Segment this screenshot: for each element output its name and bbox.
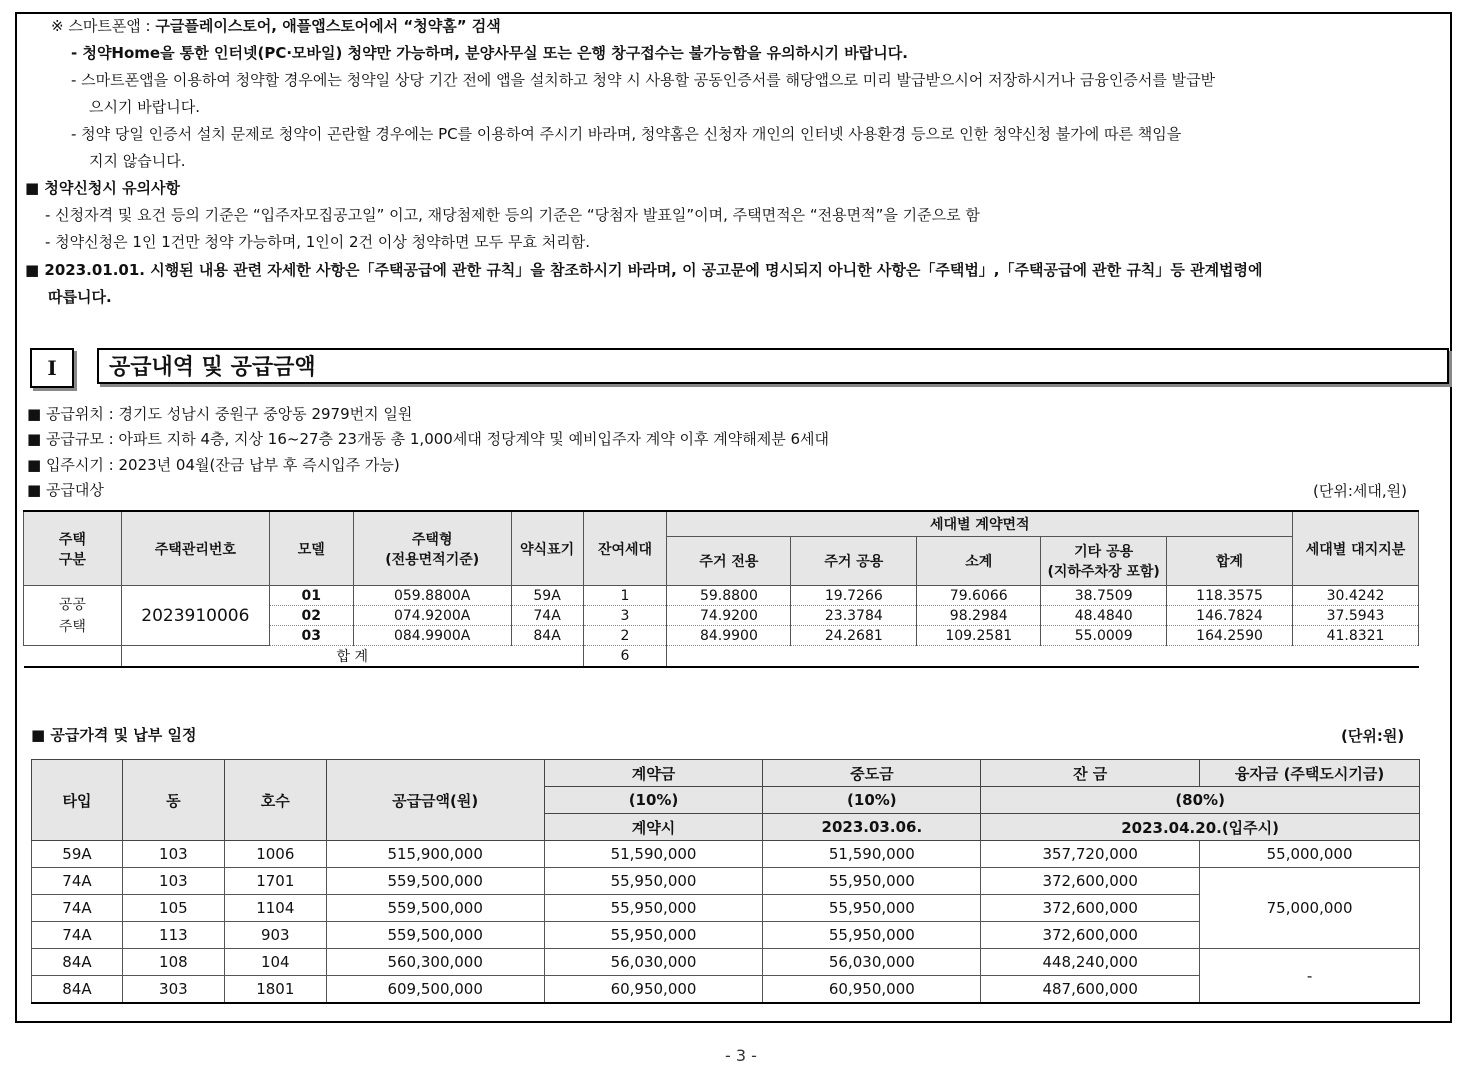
hdr-a4-1: 기타 공용 [1074,544,1134,560]
cell-p-balance: 487,600,000 [981,976,1200,1004]
hdr-short: 약식표기 [511,511,583,586]
cell-p-dong: 103 [122,868,224,895]
cell-p-balance: 448,240,000 [981,949,1200,976]
cell-a3: 79.6066 [917,586,1041,606]
hdr-area-group: 세대별 계약면적 [667,511,1293,537]
section-heading [30,348,1453,388]
cell-p-middle: 55,950,000 [763,895,981,922]
hdr-a2: 주거 공용 [791,537,917,586]
cell-a4: 55.0009 [1041,626,1167,646]
hdr-a1: 주거 전용 [667,537,791,586]
page-number: - 3 - [725,1046,757,1065]
cell-p-dong: 103 [122,841,224,868]
cell-p-ho: 903 [224,922,326,949]
caution-heading: ■ 청약신청시 유의사항 [25,179,181,197]
hdr-htype-2: (전용면적기준) [385,551,480,568]
caution-1: - 신청자격 및 요건 등의 기준은 “입주자모집공고일” 이고, 재당첨제한 등의 기준은 “당첨자 발표일”이며, 주택면적은 “전용면적”을 기준으로 함 [45,206,980,224]
total-label: 합 계 [121,646,583,668]
cell-p-contract: 51,590,000 [544,841,763,868]
hdr-a3: 소계 [917,537,1041,586]
cell-p-amount: 559,500,000 [326,895,544,922]
cell-p-middle: 60,950,000 [763,976,981,1004]
note-2a: - 스마트폰앱을 이용하여 청약할 경우에는 청약일 상당 기간 전에 앱을 설치하고 청약 시 사용할 공동인증서를 해당앱으로 미리 발급받으시어 저장하시거나 금융인증서를 발급받 [71,71,1216,89]
hdr-p-balance-pct: (80%) [981,787,1420,814]
cell-a1: 59.8800 [667,586,791,606]
note-2b: 으시기 바랍니다. [89,98,200,116]
cell-p-middle: 51,590,000 [763,841,981,868]
table-row [32,868,1420,895]
cell-remain: 2 [583,626,667,646]
cell-land: 30.4242 [1293,586,1419,606]
note-smartphone-prefix: ※ 스마트폰앱 : [51,17,156,35]
cell-p-balance: 372,600,000 [981,922,1200,949]
supply-table [23,510,1419,668]
cell-p-ho: 104 [224,949,326,976]
document-page [15,12,1452,1023]
hdr-p-balance-when: 2023.04.20.(입주시) [981,814,1420,841]
cell-p-contract: 55,950,000 [544,922,763,949]
cell-a1: 84.9900 [667,626,791,646]
caution-2: - 청약신청은 1인 1건만 청약 가능하며, 1인이 2건 이상 청약하면 모두 무효 처리함. [45,233,591,251]
cell-p-type: 74A [32,922,123,949]
table-row [24,586,1419,606]
cell-p-amount: 515,900,000 [326,841,544,868]
table-row [32,841,1420,868]
cell-p-loan: - [1200,949,1420,1004]
cell-a5: 146.7824 [1167,606,1293,626]
cell-p-middle: 55,950,000 [763,868,981,895]
supply-header-row-1 [24,511,1419,537]
note-smartphone [51,16,501,36]
note-3b: 지지 않습니다. [89,152,186,170]
total-row [24,646,1419,668]
cell-p-amount: 559,500,000 [326,922,544,949]
note-3a: - 청약 당일 인증서 설치 문제로 청약이 곤란할 경우에는 PC를 이용하여 주시기 바라며, 청약홈은 신청자 개인의 인터넷 사용환경 등으로 인한 청약신청 불가에 따른 책임을 [71,125,1182,143]
info-location: ■ 공급위치 : 경기도 성남시 중원구 중앙동 2979번지 일원 [27,405,413,423]
cell-p-dong: 108 [122,949,224,976]
section-number: I [30,348,74,388]
cell-p-type: 84A [32,976,123,1004]
cell-p-amount: 559,500,000 [326,868,544,895]
hdr-p-balance: 잔 금 [981,760,1200,787]
cell-p-loan: 55,000,000 [1200,841,1420,868]
cell-remain: 3 [583,606,667,626]
hdr-htype-1: 주택형 [411,531,453,548]
group-label [24,586,122,646]
cell-p-type: 84A [32,949,123,976]
cell-p-contract: 60,950,000 [544,976,763,1004]
cell-a2: 24.2681 [791,626,917,646]
note-smartphone-strong: 구글플레이스토어, 애플앱스토어에서 “청약홈” 검색 [155,17,501,35]
price-header-row-1 [32,760,1420,787]
cell-p-contract: 55,950,000 [544,868,763,895]
cell-short: 84A [511,626,583,646]
cell-p-contract: 55,950,000 [544,895,763,922]
hdr-p-ho: 호수 [224,760,326,841]
cell-p-type: 74A [32,895,123,922]
group-label-2: 주택 [58,618,86,635]
rule-b: 따릅니다. [48,288,112,306]
hdr-a5: 합계 [1167,537,1293,586]
cell-p-ho: 1104 [224,895,326,922]
table-row [32,949,1420,976]
cell-p-middle: 55,950,000 [763,922,981,949]
cell-p-contract: 56,030,000 [544,949,763,976]
hdr-code: 주택관리번호 [121,511,269,586]
cell-p-ho: 1006 [224,841,326,868]
cell-model: 01 [269,586,353,606]
total-value: 6 [583,646,667,668]
cell-p-dong: 113 [122,922,224,949]
cell-land: 41.8321 [1293,626,1419,646]
unit-label-1: (단위:세대,원) [1313,482,1407,500]
cell-p-ho: 1801 [224,976,326,1004]
hdr-remain: 잔여세대 [583,511,667,586]
hdr-a4 [1041,537,1167,586]
hdr-p-contract-when: 계약시 [544,814,763,841]
cell-p-ho: 1701 [224,868,326,895]
hdr-p-contract: 계약금 [544,760,763,787]
cell-remain: 1 [583,586,667,606]
hdr-p-middle-when: 2023.03.06. [763,814,981,841]
hdr-p-middle: 중도금 [763,760,981,787]
section-title: 공급내역 및 공급금액 [97,348,1449,384]
cell-model: 03 [269,626,353,646]
cell-a1: 74.9200 [667,606,791,626]
cell-htype: 074.9200A [353,606,511,626]
cell-a3: 109.2581 [917,626,1041,646]
info-scale: ■ 공급규모 : 아파트 지하 4층, 지상 16~27층 23개동 총 1,000세대 정당계약 및 예비입주자 계약 이후 계약해제분 6세대 [27,430,830,448]
hdr-model: 모델 [269,511,353,586]
cell-short: 74A [511,606,583,626]
hdr-type-1: 주택 [58,531,86,548]
hdr-p-type: 타입 [32,760,123,841]
cell-p-balance: 357,720,000 [981,841,1200,868]
hdr-p-contract-pct: (10%) [544,787,763,814]
cell-p-loan: 75,000,000 [1200,868,1420,949]
hdr-p-dong: 동 [122,760,224,841]
cell-a3: 98.2984 [917,606,1041,626]
price-heading: ■ 공급가격 및 납부 일정 [31,726,197,744]
unit-label-2: (단위:원) [1341,727,1405,745]
cell-p-balance: 372,600,000 [981,868,1200,895]
cell-htype: 084.9900A [353,626,511,646]
cell-p-amount: 560,300,000 [326,949,544,976]
cell-short: 59A [511,586,583,606]
total-blank [24,646,122,668]
total-empty [667,646,1419,668]
hdr-type-2: 구분 [58,551,86,568]
cell-a5: 118.3575 [1167,586,1293,606]
hdr-type [24,511,122,586]
info-movein: ■ 입주시기 : 2023년 04월(잔금 납부 후 즉시입주 가능) [27,456,400,474]
rule-a: ■ 2023.01.01. 시행된 내용 관련 자세한 사항은「주택공급에 관한 규칙」을 참조하시기 바라며, 이 공고문에 명시되지 아니한 사항은「주택법」,「주택공급에 관한 규칙」등 관계법령에 [25,261,1263,279]
cell-p-type: 74A [32,868,123,895]
cell-p-balance: 372,600,000 [981,895,1200,922]
cell-p-middle: 56,030,000 [763,949,981,976]
cell-p-dong: 303 [122,976,224,1004]
cell-htype: 059.8800A [353,586,511,606]
cell-model: 02 [269,606,353,626]
group-label-1: 공공 [58,596,86,613]
info-target: ■ 공급대상 [27,481,104,499]
housing-code: 2023910006 [121,586,269,646]
cell-p-type: 59A [32,841,123,868]
cell-a2: 23.3784 [791,606,917,626]
hdr-a4-2: (지하주차장 포함) [1047,564,1160,580]
cell-p-amount: 609,500,000 [326,976,544,1004]
cell-a2: 19.7266 [791,586,917,606]
cell-p-dong: 105 [122,895,224,922]
cell-land: 37.5943 [1293,606,1419,626]
price-table [31,759,1420,1004]
cell-a5: 164.2590 [1167,626,1293,646]
hdr-htype [353,511,511,586]
hdr-p-amount: 공급금액(원) [326,760,544,841]
note-1: - 청약Home을 통한 인터넷(PC·모바일) 청약만 가능하며, 분양사무실 또는 은행 창구접수는 불가능함을 유의하시기 바랍니다. [71,44,908,62]
hdr-p-loan: 융자금 (주택도시기금) [1200,760,1420,787]
cell-a4: 48.4840 [1041,606,1167,626]
cell-a4: 38.7509 [1041,586,1167,606]
hdr-land: 세대별 대지지분 [1293,511,1419,586]
hdr-p-middle-pct: (10%) [763,787,981,814]
